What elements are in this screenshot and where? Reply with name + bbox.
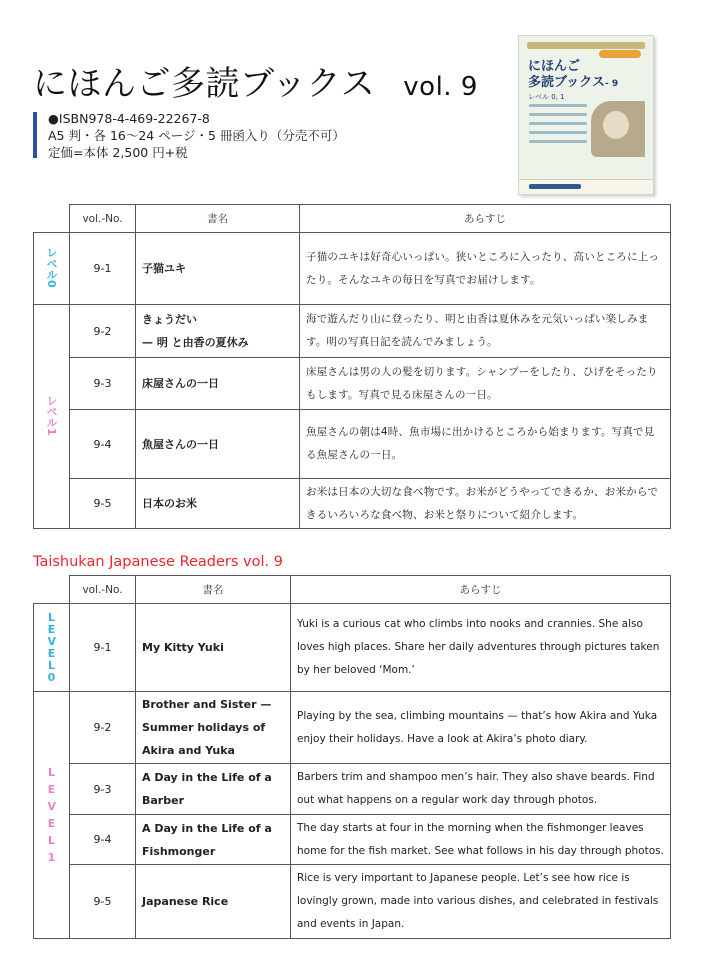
book-title: 子猫ユキ <box>136 233 300 305</box>
level-0-text: レベル0 <box>45 246 58 288</box>
table-row <box>34 865 671 939</box>
vol-number: 9-1 <box>70 233 136 305</box>
format-info: A5 判・各 16～24 ページ・5 冊函入り（分売不可） <box>48 128 345 143</box>
book-cover-image <box>518 35 654 195</box>
table-row <box>34 692 671 764</box>
table-row <box>34 233 671 305</box>
vol-number: 9-2 <box>70 692 136 764</box>
book-synopsis: The day starts at four in the morning when the fishmonger leaves home for the fish market. See what follows in his day through photos. <box>291 815 671 865</box>
vol-number: 9-1 <box>70 604 136 692</box>
book-title <box>136 305 300 358</box>
vol-number: 9-5 <box>70 479 136 529</box>
book-title-line2: — 明 と由香の夏休み <box>142 336 249 349</box>
book-title: 床屋さんの一日 <box>136 358 300 410</box>
cover-title-line2 <box>528 75 618 92</box>
header-title: 書名 <box>136 576 291 604</box>
book-info <box>48 110 345 161</box>
vol-number: 9-2 <box>70 305 136 358</box>
english-book-table <box>33 575 671 939</box>
book-title: My Kitty Yuki <box>136 604 291 692</box>
level-0-label <box>34 604 70 692</box>
book-title: A Day in the Life of a Barber <box>136 764 291 815</box>
book-synopsis: Yuki is a curious cat who climbs into nooks and crannies. She also loves high places. Share her daily adventures through pictures taken by her beloved ‘Mom.’ <box>291 604 671 692</box>
japanese-book-table <box>33 204 671 529</box>
table-header-row <box>34 576 671 604</box>
book-synopsis: お米は日本の大切な食べ物です。お米がどうやってできるか、お米からできるいろいろな食べ物、お米と祭りについて紹介します。 <box>300 479 671 529</box>
volume-label: vol. 9 <box>403 72 478 102</box>
cover-title-text: 多読ブックス <box>528 75 605 90</box>
book-title: A Day in the Life of a Fishmonger <box>136 815 291 865</box>
level-0-text: LEVEL0 <box>47 610 57 684</box>
vol-number: 9-4 <box>70 815 136 865</box>
header-vol: vol.-No. <box>70 576 136 604</box>
table-row <box>34 764 671 815</box>
cover-badge <box>599 50 641 58</box>
table-row <box>34 604 671 692</box>
isbn: ●ISBN978-4-469-22267-8 <box>48 111 210 126</box>
table-row <box>34 479 671 529</box>
book-title: 日本のお米 <box>136 479 300 529</box>
vol-number: 9-4 <box>70 410 136 479</box>
book-title: Japanese Rice <box>136 865 291 939</box>
vol-number: 9-3 <box>70 358 136 410</box>
book-synopsis: Playing by the sea, climbing mountains — that’s how Akira and Yuka enjoy their holidays. Have a look at Akira’s photo diary. <box>291 692 671 764</box>
cover-title-line1: にほんご <box>528 59 581 74</box>
table-row <box>34 305 671 358</box>
page-title <box>33 56 478 105</box>
table-header-row <box>34 205 671 233</box>
book-synopsis: Rice is very important to Japanese people. Let’s see how rice is lovingly grown, made into various dishes, and celebrated in festivals and events in Japan. <box>291 865 671 939</box>
cover-cat-photo <box>591 101 645 157</box>
book-title-line1: きょうだい <box>142 313 197 326</box>
level-1-text: LEVEL1 <box>47 766 57 864</box>
book-synopsis: 魚屋さんの朝は4時、魚市場に出かけるところから始まります。写真で見る魚屋さんの一日。 <box>300 410 671 479</box>
table-row <box>34 815 671 865</box>
cover-publisher-band <box>519 179 653 194</box>
header-title: 書名 <box>136 205 300 233</box>
level-1-text: レベル1 <box>45 394 58 436</box>
table-row <box>34 410 671 479</box>
header-vol: vol.-No. <box>70 205 136 233</box>
english-section-heading: Taishukan Japanese Readers vol. 9 <box>33 554 283 570</box>
price-info: 定価=本体 2,500 円+税 <box>48 145 188 160</box>
cover-level: レベル 0, 1 <box>528 93 565 101</box>
series-title: にほんご多読ブックス <box>33 64 376 104</box>
vol-number: 9-5 <box>70 865 136 939</box>
info-accent-bar <box>33 112 37 158</box>
level-1-label <box>34 692 70 939</box>
level-1-label <box>34 305 70 529</box>
book-synopsis: Barbers trim and shampoo men’s hair. They also shave beards. Find out what happens on a regular work day through photos. <box>291 764 671 815</box>
level-0-label <box>34 233 70 305</box>
header-synopsis: あらすじ <box>300 205 671 233</box>
cover-contents-list <box>529 104 587 149</box>
book-synopsis: 海で遊んだり山に登ったり、明と由香は夏休みを元気いっぱい楽しみます。明の写真日記を読んでみましょう。 <box>300 305 671 358</box>
table-row <box>34 358 671 410</box>
book-title: 魚屋さんの一日 <box>136 410 300 479</box>
book-title: Brother and Sister —Summer holidays of Akira and Yuka <box>136 692 291 764</box>
header-synopsis: あらすじ <box>291 576 671 604</box>
header-blank-cell <box>34 576 70 604</box>
book-synopsis: 子猫のユキは好奇心いっぱい。狭いところに入ったり、高いところに上ったり。そんなユキの毎日を写真でお届けします。 <box>300 233 671 305</box>
cover-title-number: - 9 <box>604 79 619 89</box>
vol-number: 9-3 <box>70 764 136 815</box>
cover-top-strip <box>527 42 645 49</box>
book-synopsis: 床屋さんは男の人の髪を切ります。シャンプーをしたり、ひげをそったりもします。写真で見る床屋さんの一日。 <box>300 358 671 410</box>
header-blank-cell <box>34 205 70 233</box>
